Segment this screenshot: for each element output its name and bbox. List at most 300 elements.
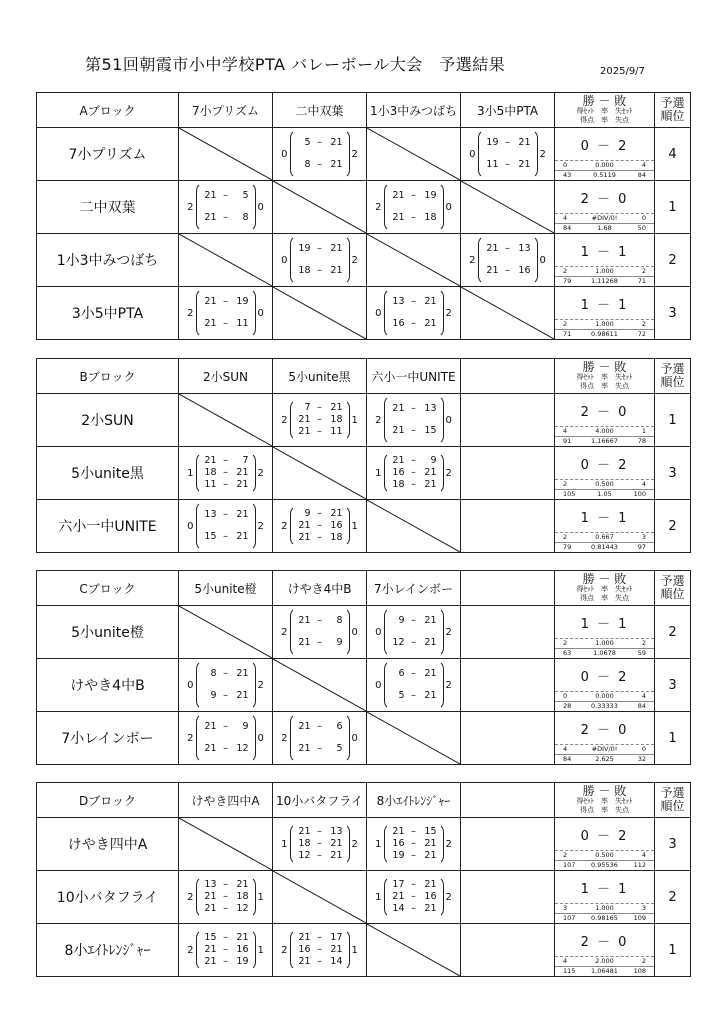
match-cell [367, 394, 461, 447]
set-scores [196, 929, 256, 971]
match-cell [367, 234, 461, 287]
set-stats [555, 957, 654, 967]
points-won: 84 [563, 224, 572, 232]
match-result [367, 659, 460, 711]
set-score [391, 610, 437, 632]
opponent-score: 18 [236, 891, 249, 902]
sets-lost: 0 [351, 626, 358, 638]
set-score [203, 479, 249, 491]
opponent-score: 18 [330, 532, 343, 543]
rank-value: 2 [655, 500, 691, 553]
set-scores [290, 607, 350, 657]
own-score: 16 [392, 838, 405, 849]
match-cell [179, 287, 273, 340]
set-ratio: 1.000 [595, 639, 614, 647]
opponent-score: 21 [518, 137, 531, 148]
win-loss-cell [555, 394, 655, 447]
score-dash: – [411, 318, 416, 329]
score-dash: – [411, 467, 416, 478]
opponent-score: 21 [424, 615, 437, 626]
own-score: 12 [298, 850, 311, 861]
match-result [273, 234, 366, 286]
rank-value: 3 [655, 287, 691, 340]
set-score [203, 185, 249, 207]
match-result [273, 924, 366, 976]
opponent-score: 21 [424, 318, 437, 329]
win-loss-cell [555, 659, 655, 712]
opponent-score: 7 [242, 455, 249, 466]
score-dash: – [411, 455, 416, 466]
match-cell [367, 128, 461, 181]
team-row [37, 447, 691, 500]
set-scores [384, 607, 444, 657]
score-dash: – [317, 508, 322, 519]
match-result [179, 287, 272, 339]
set-ratio: 1.000 [595, 320, 614, 328]
match-cell [273, 394, 367, 447]
opponent-score: 16 [236, 944, 249, 955]
column-team-name: けやき4中B [273, 571, 367, 606]
set-ratio: 1.000 [595, 267, 614, 275]
opponent-score: 21 [424, 690, 437, 701]
row-team-name: 7小レインボー [37, 712, 179, 765]
match-cell [367, 447, 461, 500]
sets-won: 2 [281, 520, 288, 532]
set-scores [290, 399, 350, 441]
sets-won-total: 2 [563, 480, 568, 488]
own-score: 21 [392, 425, 405, 436]
diagonal-line [367, 128, 460, 180]
own-score: 21 [486, 243, 499, 254]
set-score [203, 526, 249, 548]
sets-lost: 2 [445, 891, 452, 903]
point-stats [555, 649, 654, 658]
win-loss-record: 1 － 1 [555, 500, 654, 533]
match-result [179, 924, 272, 976]
sets-won: 0 [281, 254, 288, 266]
team-row [37, 394, 691, 447]
win-loss-box [555, 924, 654, 976]
win-loss-record: 2 － 0 [555, 394, 654, 427]
opponent-score: 21 [330, 243, 343, 254]
score-dash: – [223, 467, 228, 478]
sets-won: 0 [375, 679, 382, 691]
team-row [37, 871, 691, 924]
point-ratio: 0.95536 [591, 861, 618, 869]
set-scores [290, 823, 350, 865]
opponent-score: 16 [330, 520, 343, 531]
own-score: 21 [298, 932, 311, 943]
score-dash: – [223, 190, 228, 201]
points-lost: 59 [637, 649, 646, 657]
set-ratio-label: 得ｾｯﾄ 率 失ｾｯﾄ [576, 585, 633, 593]
header-row [37, 571, 691, 606]
score-dash: – [317, 956, 322, 967]
diagonal-line [179, 128, 272, 180]
match-cell [179, 871, 273, 924]
win-loss-header [555, 571, 655, 606]
sets-lost: 2 [445, 679, 452, 691]
block-table [36, 782, 691, 977]
own-score: 21 [298, 721, 311, 732]
set-scores [290, 505, 350, 547]
sets-won-total: 4 [563, 427, 568, 435]
score-dash: – [223, 721, 228, 732]
match-result [367, 394, 460, 446]
opponent-score: 21 [236, 479, 249, 490]
sets-won: 2 [375, 201, 382, 213]
match-cell [367, 659, 461, 712]
set-score [297, 826, 343, 838]
own-score: 21 [392, 891, 405, 902]
rank-value: 1 [655, 181, 691, 234]
set-ratio: 0.500 [595, 480, 614, 488]
row-team-name: けやき4中B [37, 659, 179, 712]
match-result [179, 871, 272, 923]
match-result [273, 712, 366, 764]
match-result [179, 500, 272, 552]
sets-lost: 0 [257, 201, 264, 213]
points-lost: 112 [633, 861, 646, 869]
score-dash: – [411, 212, 416, 223]
score-dash: – [317, 944, 322, 955]
sets-lost: 0 [257, 307, 264, 319]
set-score [391, 632, 437, 654]
sets-won: 0 [187, 520, 194, 532]
win-loss-cell [555, 234, 655, 287]
set-score [297, 260, 343, 282]
set-score [391, 467, 437, 479]
own-score: 8 [304, 159, 311, 170]
sets-lost-total: 2 [641, 957, 646, 965]
sets-lost: 0 [539, 254, 546, 266]
set-score [297, 850, 343, 862]
diagonal-line [273, 659, 366, 711]
own-score: 7 [304, 402, 311, 413]
own-score: 13 [204, 879, 217, 890]
sets-lost-total: 0 [641, 745, 646, 753]
score-dash: – [411, 296, 416, 307]
opponent-score: 19 [424, 190, 437, 201]
rank-label-2: 順位 [660, 375, 685, 389]
opponent-score: 21 [330, 402, 343, 413]
own-score: 21 [298, 426, 311, 437]
opponent-score: 13 [330, 826, 343, 837]
sets-won-total: 0 [563, 692, 568, 700]
own-score: 21 [204, 743, 217, 754]
set-stats [555, 745, 654, 755]
sets-won: 2 [281, 414, 288, 426]
own-score: 12 [392, 637, 405, 648]
opponent-score: 18 [424, 212, 437, 223]
points-won: 28 [563, 702, 572, 710]
point-stats [555, 755, 654, 764]
set-score [297, 716, 343, 738]
set-score [297, 632, 343, 654]
set-score [297, 532, 343, 544]
diagonal-line [179, 606, 272, 658]
point-ratio: 0.33333 [591, 702, 618, 710]
set-stats [555, 639, 654, 649]
own-score: 21 [204, 455, 217, 466]
opponent-score: 19 [236, 296, 249, 307]
own-score: 21 [392, 826, 405, 837]
set-stats [555, 533, 654, 543]
match-cell [273, 447, 367, 500]
score-dash: – [317, 137, 322, 148]
set-score [203, 313, 249, 335]
sets-won-total: 4 [563, 214, 568, 222]
win-loss-cell [555, 924, 655, 977]
points-lost: 32 [637, 755, 646, 763]
match-cell [461, 128, 555, 181]
sets-lost: 2 [445, 467, 452, 479]
point-ratio: 0.5119 [593, 171, 616, 179]
block-name: Aブロック [37, 93, 179, 128]
diagonal-line [179, 818, 272, 870]
own-score: 16 [392, 467, 405, 478]
set-stats [555, 267, 654, 277]
own-score: 21 [392, 403, 405, 414]
sets-won-total: 2 [563, 851, 568, 859]
match-cell [273, 924, 367, 977]
sets-won: 0 [469, 148, 476, 160]
sets-won: 2 [281, 626, 288, 638]
points-lost: 97 [637, 543, 646, 551]
block-name: Cブロック [37, 571, 179, 606]
points-won: 71 [563, 330, 572, 338]
diagonal-line [179, 234, 272, 286]
column-team-name: 5小unite黒 [273, 359, 367, 394]
diagonal-line [367, 500, 460, 552]
own-score: 17 [392, 879, 405, 890]
match-cell [179, 181, 273, 234]
opponent-score: 15 [424, 826, 437, 837]
set-score [297, 402, 343, 414]
match-cell [179, 447, 273, 500]
score-dash: – [223, 743, 228, 754]
own-score: 18 [204, 467, 217, 478]
match-result [179, 659, 272, 711]
point-ratio: 0.98165 [591, 914, 618, 922]
opponent-score: 21 [236, 668, 249, 679]
set-score [203, 455, 249, 467]
row-team-name: 5小unite橙 [37, 606, 179, 659]
opponent-score: 21 [236, 531, 249, 542]
match-result [273, 606, 366, 658]
diagonal-line [273, 871, 366, 923]
sets-won: 2 [187, 307, 194, 319]
score-dash: – [411, 425, 416, 436]
set-score [485, 154, 531, 176]
win-loss-record: 2 － 0 [555, 924, 654, 957]
set-score [391, 291, 437, 313]
opponent-score: 21 [424, 850, 437, 861]
opponent-score: 17 [330, 932, 343, 943]
opponent-score: 12 [236, 903, 249, 914]
match-cell [273, 128, 367, 181]
set-scores [196, 288, 256, 338]
set-stats [555, 214, 654, 224]
own-score: 5 [304, 137, 311, 148]
point-stats [555, 171, 654, 180]
own-score: 9 [304, 508, 311, 519]
set-score [203, 663, 249, 685]
win-loss-record: 0 － 2 [555, 128, 654, 161]
sets-lost-total: 4 [641, 692, 646, 700]
opponent-score: 12 [236, 743, 249, 754]
sets-won: 2 [187, 944, 194, 956]
set-stats [555, 904, 654, 914]
diagonal-line [273, 181, 366, 233]
set-scores [290, 235, 350, 285]
set-score [203, 207, 249, 229]
row-team-name: 3小5中PTA [37, 287, 179, 340]
win-loss-box [555, 181, 654, 233]
own-score: 21 [392, 212, 405, 223]
sets-lost: 1 [351, 520, 358, 532]
points-lost: 78 [637, 437, 646, 445]
opponent-score: 21 [424, 467, 437, 478]
sets-lost-total: 0 [641, 214, 646, 222]
match-cell [367, 287, 461, 340]
opponent-score: 8 [242, 212, 249, 223]
set-scores [384, 288, 444, 338]
sets-won: 1 [187, 467, 194, 479]
sets-won: 1 [281, 838, 288, 850]
own-score: 18 [298, 265, 311, 276]
sets-lost: 1 [257, 944, 264, 956]
opponent-score: 21 [424, 903, 437, 914]
score-dash: – [317, 520, 322, 531]
set-scores [196, 713, 256, 763]
win-loss-record: 2 － 0 [555, 712, 654, 745]
set-ratio: 1.000 [595, 904, 614, 912]
win-loss-record: 1 － 1 [555, 234, 654, 267]
match-cell [461, 394, 555, 447]
set-score [297, 944, 343, 956]
points-won: 105 [563, 490, 576, 498]
set-score [203, 891, 249, 903]
win-loss-box [555, 871, 654, 923]
match-cell [461, 712, 555, 765]
match-cell [273, 234, 367, 287]
opponent-score: 11 [330, 426, 343, 437]
point-ratio: 0.81443 [591, 543, 618, 551]
sets-lost: 2 [539, 148, 546, 160]
team-row [37, 712, 691, 765]
win-loss-label: 勝 － 敗 [582, 784, 627, 798]
sets-won: 1 [375, 891, 382, 903]
win-loss-box [555, 394, 654, 446]
point-stats [555, 330, 654, 339]
opponent-score: 21 [330, 944, 343, 955]
match-cell [461, 871, 555, 924]
row-team-name: けやき四中A [37, 818, 179, 871]
own-score: 21 [486, 265, 499, 276]
own-score: 21 [392, 455, 405, 466]
column-team-name: 1小3中みつばち [367, 93, 461, 128]
point-stats [555, 914, 654, 923]
point-stats [555, 702, 654, 711]
opponent-score: 21 [236, 879, 249, 890]
win-loss-header [555, 93, 655, 128]
column-team-name: 2小SUN [179, 359, 273, 394]
win-loss-header [555, 783, 655, 818]
match-result [273, 500, 366, 552]
win-loss-record: 1 － 1 [555, 287, 654, 320]
opponent-score: 21 [330, 850, 343, 861]
win-loss-box [555, 659, 654, 711]
score-dash: – [317, 615, 322, 626]
set-scores [196, 182, 256, 232]
match-result [367, 871, 460, 923]
match-result [367, 606, 460, 658]
score-dash: – [411, 850, 416, 861]
point-ratio: 2.625 [595, 755, 614, 763]
block-name: Dブロック [37, 783, 179, 818]
set-score [485, 260, 531, 282]
own-score: 15 [204, 932, 217, 943]
points-lost: 84 [637, 171, 646, 179]
set-score [391, 838, 437, 850]
set-score [391, 685, 437, 707]
sets-won-total: 3 [563, 904, 568, 912]
opponent-score: 14 [330, 956, 343, 967]
sets-won-total: 4 [563, 745, 568, 753]
sets-won-total: 2 [563, 639, 568, 647]
match-cell [273, 818, 367, 871]
score-dash: – [317, 721, 322, 732]
set-score [391, 207, 437, 229]
own-score: 21 [204, 296, 217, 307]
rank-value: 3 [655, 447, 691, 500]
sets-lost-total: 2 [641, 267, 646, 275]
own-score: 21 [298, 826, 311, 837]
win-loss-box [555, 712, 654, 764]
win-loss-header [555, 359, 655, 394]
match-cell [179, 818, 273, 871]
team-row [37, 924, 691, 977]
opponent-score: 9 [242, 721, 249, 732]
points-won: 84 [563, 755, 572, 763]
win-loss-record: 1 － 1 [555, 871, 654, 904]
score-dash: – [317, 159, 322, 170]
set-score [203, 685, 249, 707]
win-loss-cell [555, 287, 655, 340]
win-loss-cell [555, 871, 655, 924]
match-cell [273, 659, 367, 712]
own-score: 9 [398, 615, 405, 626]
own-score: 9 [210, 690, 217, 701]
sets-lost-total: 2 [641, 320, 646, 328]
win-loss-box [555, 234, 654, 286]
page-title: 第51回朝霞市小中学校PTA バレーボール大会 予選結果 [85, 55, 506, 74]
match-cell [367, 924, 461, 977]
sets-lost-total: 3 [641, 533, 646, 541]
sets-won: 2 [281, 732, 288, 744]
set-score [297, 838, 343, 850]
match-cell [179, 394, 273, 447]
win-loss-box [555, 500, 654, 552]
set-score [391, 879, 437, 891]
opponent-score: 21 [330, 838, 343, 849]
opponent-score: 15 [424, 425, 437, 436]
match-cell [461, 659, 555, 712]
own-score: 21 [298, 615, 311, 626]
score-dash: – [411, 190, 416, 201]
win-loss-label: 勝 － 敗 [582, 94, 627, 108]
